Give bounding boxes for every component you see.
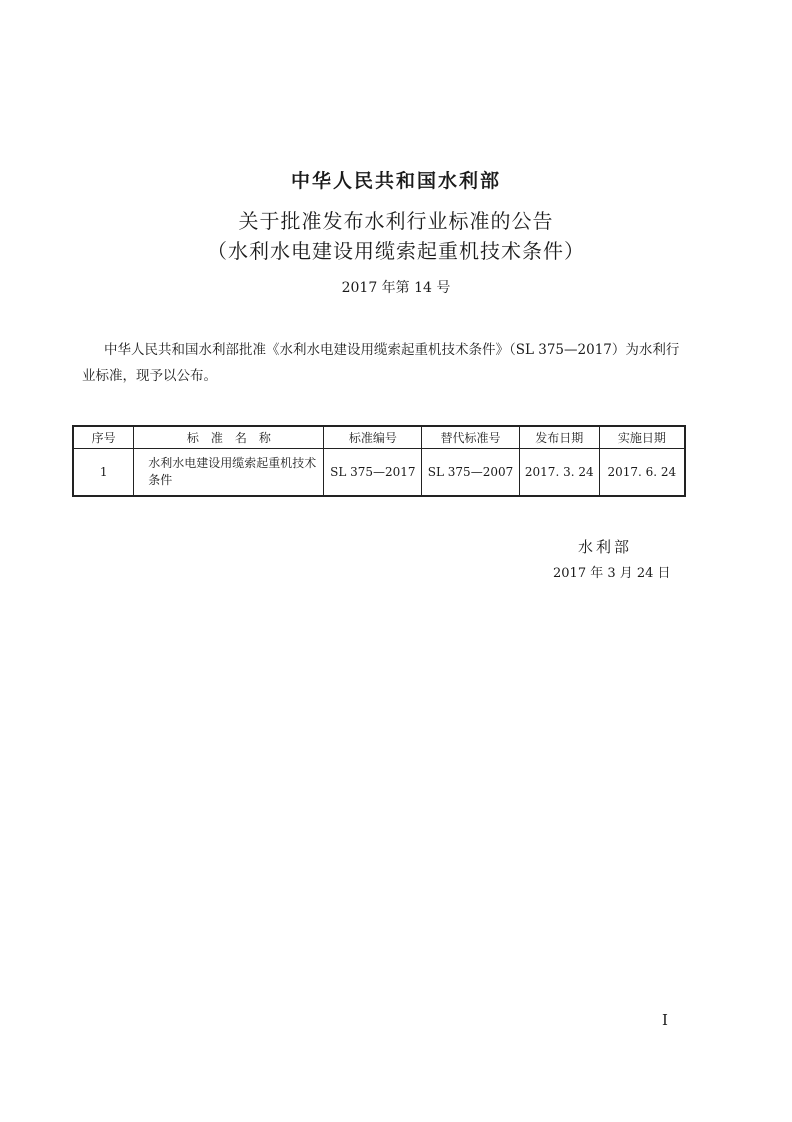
header-name: 标 准 名 称 [134, 426, 324, 449]
cell-issued: 2017. 3. 24 [519, 449, 599, 497]
cell-replaces: SL 375—2007 [422, 449, 520, 497]
standards-table [72, 425, 686, 497]
header-replaces: 替代标准号 [422, 426, 520, 449]
table-row [73, 449, 685, 497]
header-index: 序号 [73, 426, 134, 449]
cell-name-line2: 条件 [148, 473, 173, 487]
cell-effective: 2017. 6. 24 [599, 449, 685, 497]
cell-name [134, 449, 324, 497]
header-code: 标准编号 [324, 426, 422, 449]
cell-code: SL 375—2017 [324, 449, 422, 497]
header-effective: 实施日期 [599, 426, 685, 449]
cell-index: 1 [73, 449, 134, 497]
announcement-subtitle: （水利水电建设用缆索起重机技术条件） [207, 239, 585, 263]
body-paragraph-line1: 中华人民共和国水利部批准《水利水电建设用缆索起重机技术条件》（SL 375—2017）为水利行 [104, 342, 680, 358]
signature-date: 2017 年 3 月 24 日 [553, 566, 671, 581]
document-number: 2017 年第 14 号 [341, 280, 451, 296]
announcement-title: 关于批准发布水利行业标准的公告 [238, 209, 554, 233]
page-number: I [662, 1011, 668, 1029]
body-paragraph-line2: 业标准，现予以公布。 [82, 368, 217, 384]
ministry-heading: 中华人民共和国水利部 [290, 170, 501, 192]
signature-org: 水利部 [578, 538, 633, 556]
header-issued: 发布日期 [519, 426, 599, 449]
cell-name-line1: 水利水电建设用缆索起重机技术 [148, 456, 317, 470]
table-header-row [73, 426, 685, 449]
